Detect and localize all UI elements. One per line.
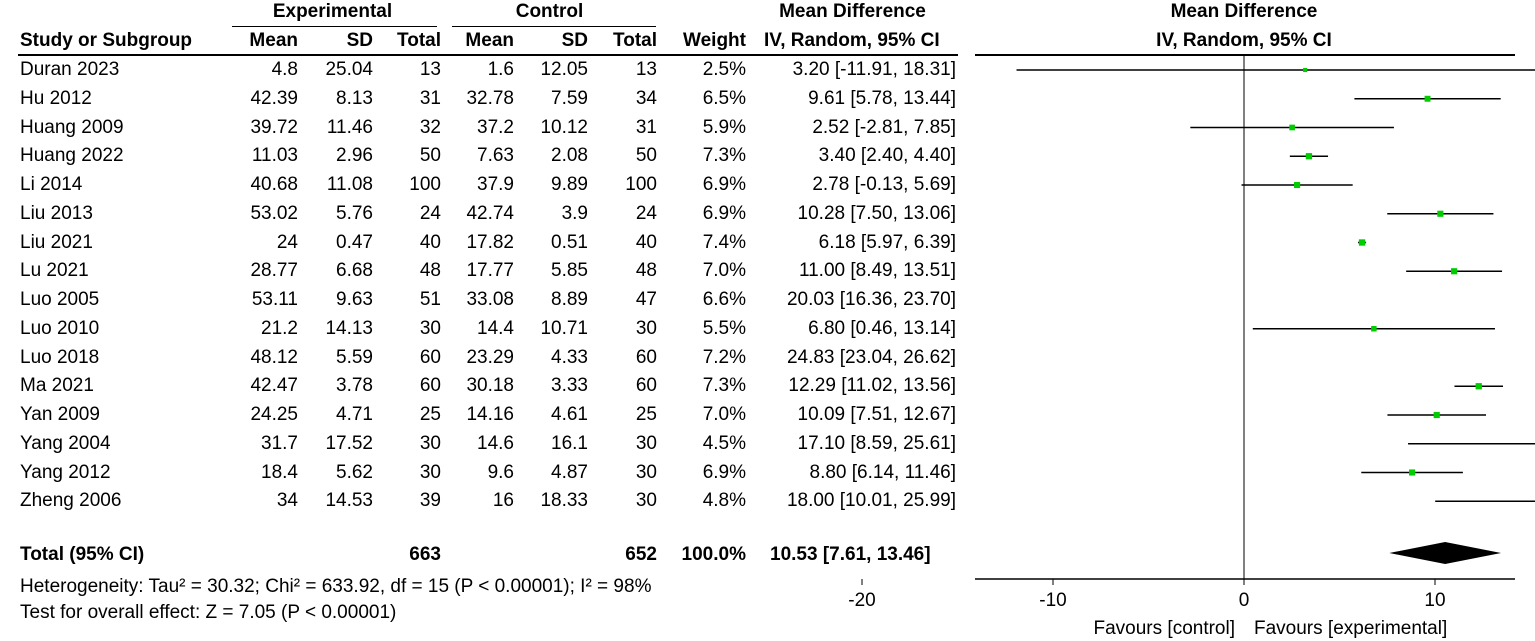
control-group-header: Control <box>515 1 584 22</box>
study-weight: 7.0% <box>702 404 746 425</box>
study-name: Li 2014 <box>20 174 83 195</box>
ctrl-sd: 10.12 <box>540 116 588 138</box>
exp-sd: 3.78 <box>336 375 373 397</box>
ctrl-total: 31 <box>635 116 657 138</box>
study-point-estimate <box>1306 153 1312 159</box>
ctrl-mean: 32.78 <box>466 87 514 109</box>
study-name: Duran 2023 <box>20 59 120 80</box>
exp-total: 51 <box>419 289 441 310</box>
study-point-estimate <box>1437 211 1443 217</box>
ctrl-mean: 23.29 <box>466 346 514 368</box>
exp-sd: 5.76 <box>336 202 373 224</box>
exp-mean: 48.12 <box>250 346 298 368</box>
exp-mean: 40.68 <box>250 174 298 195</box>
heterogeneity-note: Heterogeneity: Tau² = 30.32; Chi² = 633.92, df = 15 (P < 0.00001); I² = 98% <box>20 576 652 597</box>
study-point-estimate <box>1303 68 1307 72</box>
total-weight: 100.0% <box>681 544 746 565</box>
study-weight: 5.9% <box>702 116 746 138</box>
ctrl-sd: 4.61 <box>551 404 588 425</box>
ctrl-total: 60 <box>635 346 657 368</box>
ctrl-sd: 12.05 <box>540 59 588 80</box>
total-ctrl-n: 652 <box>625 544 657 565</box>
ctrl-total: 60 <box>635 375 657 397</box>
study-ci: 10.09 [7.51, 12.67] <box>797 404 956 425</box>
study-weight: 7.3% <box>702 375 746 397</box>
study-name: Ma 2021 <box>20 375 94 397</box>
mean-difference-header-left: Mean Difference <box>779 1 926 22</box>
ctrl-sd-header: SD <box>561 30 588 51</box>
ctrl-sd: 4.87 <box>551 461 588 483</box>
x-tick-label: -20 <box>848 590 876 611</box>
x-tick-label: -10 <box>1039 590 1067 611</box>
study-weight: 2.5% <box>702 59 746 80</box>
study-point-estimate <box>1359 239 1365 245</box>
exp-mean: 31.7 <box>261 432 298 454</box>
exp-total-header: Total <box>397 30 441 51</box>
exp-mean: 4.8 <box>271 59 298 80</box>
exp-total: 24 <box>419 202 441 224</box>
study-ci: 10.28 [7.50, 13.06] <box>797 202 956 224</box>
ctrl-total: 30 <box>635 432 657 454</box>
ctrl-mean: 37.9 <box>477 174 514 195</box>
ctrl-total: 48 <box>635 260 657 282</box>
exp-total: 25 <box>419 404 441 425</box>
ctrl-sd: 9.89 <box>551 174 588 195</box>
study-point-estimate <box>1409 469 1415 475</box>
exp-total: 30 <box>419 432 441 454</box>
study-name: Yang 2004 <box>20 432 111 454</box>
ctrl-total: 100 <box>625 174 657 195</box>
study-weight: 7.3% <box>702 145 746 167</box>
study-ci: 24.83 [23.04, 26.62] <box>786 346 956 368</box>
study-name: Yang 2012 <box>20 461 111 483</box>
exp-mean: 28.77 <box>250 260 298 282</box>
ctrl-total: 25 <box>635 404 657 425</box>
method-header-left: IV, Random, 95% CI <box>764 30 940 51</box>
study-ci: 9.61 [5.78, 13.44] <box>808 87 956 109</box>
study-ci: 3.40 [2.40, 4.40] <box>818 145 956 167</box>
ctrl-mean: 37.2 <box>477 116 514 138</box>
study-point-estimate <box>1294 182 1300 188</box>
study-weight: 7.2% <box>702 346 746 368</box>
ctrl-mean: 17.77 <box>466 260 514 282</box>
total-label: Total (95% CI) <box>20 544 145 565</box>
study-name: Luo 2010 <box>20 317 100 339</box>
mean-difference-header-right: Mean Difference <box>1170 1 1318 22</box>
ctrl-sd: 10.71 <box>540 317 588 339</box>
exp-sd: 8.13 <box>336 87 373 109</box>
study-name: Liu 2013 <box>20 202 93 224</box>
study-weight: 4.8% <box>702 490 746 512</box>
study-point-estimate <box>1289 125 1295 131</box>
method-header-right: IV, Random, 95% CI <box>1156 30 1332 51</box>
x-tick-label: 0 <box>1238 590 1250 611</box>
study-weight: 6.9% <box>702 202 746 224</box>
exp-sd: 6.68 <box>336 260 373 282</box>
study-point-estimate <box>1476 383 1482 389</box>
study-name: Liu 2021 <box>20 231 93 253</box>
exp-mean: 39.72 <box>250 116 298 138</box>
exp-total: 32 <box>419 116 441 138</box>
exp-sd: 14.53 <box>325 490 373 512</box>
exp-sd: 17.52 <box>325 432 373 454</box>
ctrl-mean-header: Mean <box>465 30 514 51</box>
study-ci: 6.80 [0.46, 13.14] <box>808 317 956 339</box>
ctrl-sd: 4.33 <box>551 346 588 368</box>
exp-total: 30 <box>419 317 441 339</box>
ctrl-mean: 14.16 <box>466 404 514 425</box>
ctrl-mean: 30.18 <box>466 375 514 397</box>
ctrl-sd: 7.59 <box>551 87 588 109</box>
exp-total: 13 <box>419 59 441 80</box>
study-name: Luo 2018 <box>20 346 100 368</box>
ctrl-sd: 2.08 <box>551 145 588 167</box>
exp-mean: 21.2 <box>261 317 298 339</box>
ctrl-total-header: Total <box>613 30 657 51</box>
exp-mean: 24.25 <box>250 404 298 425</box>
study-ci: 8.80 [6.14, 11.46] <box>809 461 956 483</box>
ctrl-total: 30 <box>635 461 657 483</box>
exp-sd: 5.59 <box>336 346 373 368</box>
plot-marks <box>1017 68 1535 564</box>
study-weight: 4.5% <box>702 432 746 454</box>
ctrl-total: 30 <box>635 490 657 512</box>
ctrl-mean: 17.82 <box>466 231 514 253</box>
ctrl-sd: 0.51 <box>551 231 588 253</box>
ctrl-total: 24 <box>635 202 657 224</box>
exp-mean: 18.4 <box>261 461 298 483</box>
ctrl-mean: 7.63 <box>477 145 514 167</box>
exp-sd: 2.96 <box>336 145 373 167</box>
ctrl-total: 34 <box>635 87 657 109</box>
exp-mean: 34 <box>276 490 298 512</box>
exp-mean: 11.03 <box>251 145 298 167</box>
study-ci: 20.03 [16.36, 23.70] <box>786 289 956 310</box>
exp-mean: 53.02 <box>250 202 298 224</box>
exp-total: 60 <box>419 375 441 397</box>
study-point-estimate <box>1434 412 1440 418</box>
ctrl-mean: 33.08 <box>466 289 514 310</box>
ctrl-total: 50 <box>635 145 657 167</box>
exp-sd: 14.13 <box>325 317 373 339</box>
study-point-estimate <box>1371 326 1376 331</box>
study-ci: 18.00 [10.01, 25.99] <box>786 490 956 512</box>
exp-mean: 24 <box>276 231 298 253</box>
exp-total: 100 <box>409 174 441 195</box>
study-ci: 12.29 [11.02, 13.56] <box>788 375 956 397</box>
ctrl-sd: 8.89 <box>551 289 588 310</box>
study-ci: 2.78 [-0.13, 5.69] <box>812 174 956 195</box>
total-ci: 10.53 [7.61, 13.46] <box>770 544 931 565</box>
weight-header: Weight <box>683 30 746 51</box>
pooled-diamond <box>1389 542 1501 564</box>
study-weight: 7.4% <box>702 231 746 253</box>
ctrl-sd: 3.33 <box>551 375 588 397</box>
exp-mean: 53.11 <box>251 289 298 310</box>
study-point-estimate <box>1451 268 1457 274</box>
exp-sd-header: SD <box>346 30 373 51</box>
study-ci: 2.52 [-2.81, 7.85] <box>812 116 956 138</box>
exp-total: 31 <box>419 87 441 109</box>
ctrl-sd: 18.33 <box>540 490 588 512</box>
x-tick-label: 10 <box>1424 590 1446 611</box>
ctrl-sd: 16.1 <box>551 432 588 454</box>
exp-sd: 0.47 <box>336 231 373 253</box>
study-ci: 6.18 [5.97, 6.39] <box>818 231 956 253</box>
exp-sd: 4.71 <box>336 404 373 425</box>
study-column-header: Study or Subgroup <box>20 30 193 51</box>
ctrl-sd: 3.9 <box>561 202 588 224</box>
exp-total: 39 <box>419 490 441 512</box>
study-weight: 7.0% <box>702 260 746 282</box>
study-name: Huang 2022 <box>20 145 124 167</box>
exp-mean-header: Mean <box>249 30 298 51</box>
study-name: Huang 2009 <box>20 116 124 138</box>
exp-total: 40 <box>419 231 441 253</box>
exp-total: 50 <box>419 145 441 167</box>
exp-total: 48 <box>419 260 441 282</box>
study-point-estimate <box>1425 96 1431 102</box>
favours-experimental-label: Favours [experimental] <box>1254 618 1448 639</box>
ctrl-mean: 1.6 <box>487 59 514 80</box>
ctrl-total: 13 <box>635 59 657 80</box>
ctrl-mean: 9.6 <box>487 461 514 483</box>
ctrl-mean: 14.6 <box>477 432 514 454</box>
study-weight: 6.9% <box>702 461 746 483</box>
total-exp-n: 663 <box>409 544 441 565</box>
favours-control-label: Favours [control] <box>1093 618 1235 639</box>
study-ci: 3.20 [-11.91, 18.31] <box>792 59 956 80</box>
exp-sd: 11.46 <box>326 116 373 138</box>
study-name: Lu 2021 <box>20 260 89 282</box>
exp-mean: 42.39 <box>250 87 298 109</box>
study-weight: 5.5% <box>702 317 746 339</box>
study-ci: 17.10 [8.59, 25.61] <box>797 432 956 454</box>
exp-mean: 42.47 <box>250 375 298 397</box>
study-name: Hu 2012 <box>20 87 92 109</box>
overall-effect-note: Test for overall effect: Z = 7.05 (P < 0.00001) <box>20 602 397 623</box>
ctrl-total: 30 <box>635 317 657 339</box>
ctrl-mean: 14.4 <box>477 317 514 339</box>
exp-sd: 25.04 <box>325 59 373 80</box>
exp-sd: 9.63 <box>336 289 373 310</box>
study-name: Zheng 2006 <box>20 490 122 512</box>
study-weight: 6.9% <box>702 174 746 195</box>
plot-axis <box>848 56 1535 611</box>
ctrl-total: 40 <box>635 231 657 253</box>
study-ci: 11.00 [8.49, 13.51] <box>798 260 956 282</box>
ctrl-mean: 42.74 <box>466 202 514 224</box>
experimental-group-header: Experimental <box>272 1 393 22</box>
ctrl-total: 47 <box>635 289 657 310</box>
exp-total: 60 <box>419 346 441 368</box>
study-name: Yan 2009 <box>20 404 100 425</box>
exp-total: 30 <box>419 461 441 483</box>
exp-sd: 5.62 <box>336 461 373 483</box>
exp-sd: 11.08 <box>326 174 373 195</box>
study-name: Luo 2005 <box>20 289 100 310</box>
ctrl-sd: 5.85 <box>551 260 588 282</box>
study-weight: 6.6% <box>702 289 746 310</box>
ctrl-mean: 16 <box>492 490 514 512</box>
study-weight: 6.5% <box>702 87 746 109</box>
